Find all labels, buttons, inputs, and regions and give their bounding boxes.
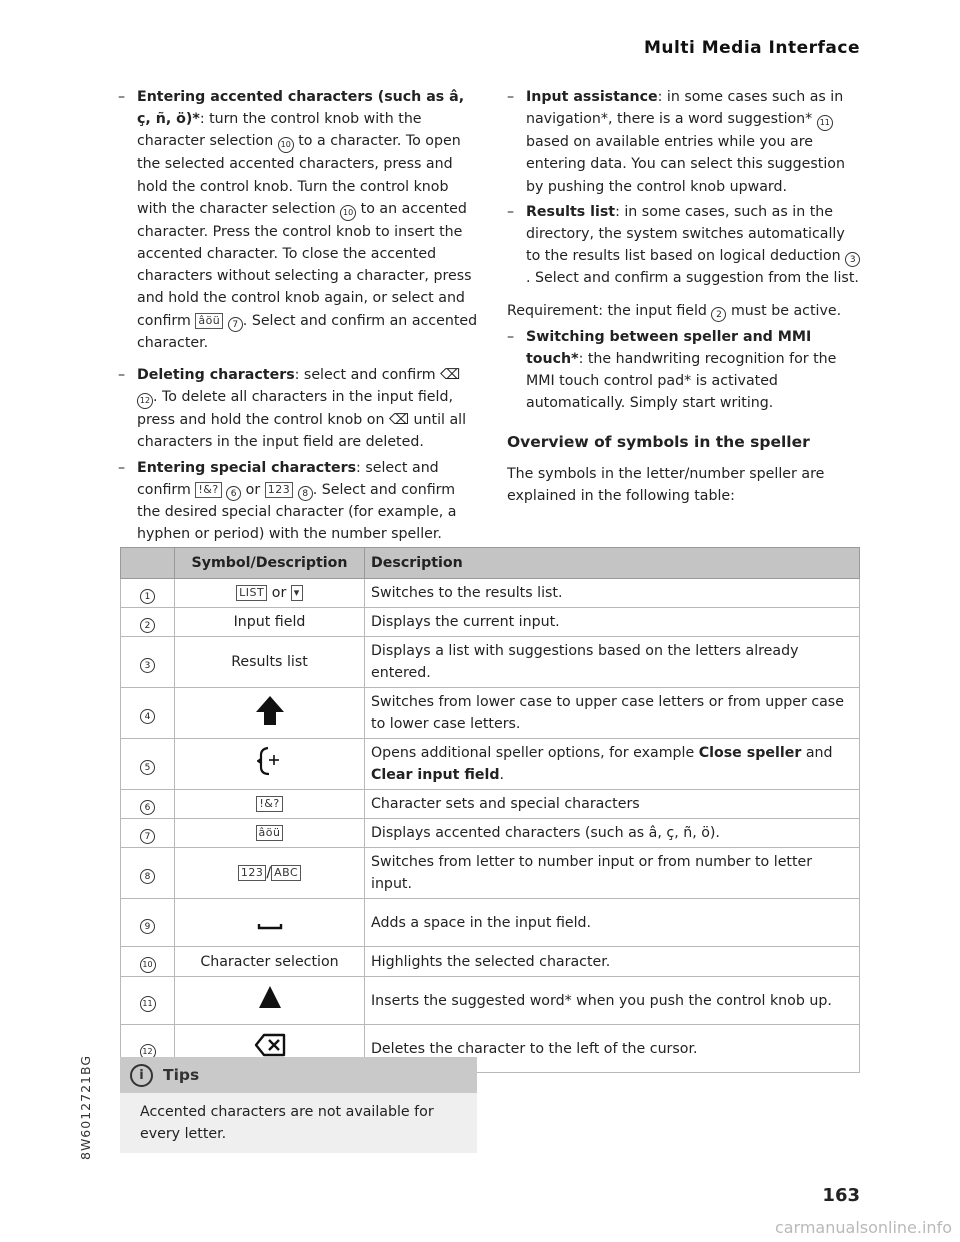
- list-item: – Entering accented characters (such as â, ç, ñ, ö)*: turn the control knob with the character selection 10 to a character. To open the selected accented characters, press and hold the control knob. Turn the control knob with the character selection 10 to an accented character. Press the control knob to insert the accented character. To close the accented characters without selecting a character, press and hold the control knob again, or select and confirm âöü 7 . Select and confirm an accented character.: [118, 89, 478, 351]
- accent-key: âöü: [195, 313, 223, 329]
- table-row: [121, 739, 860, 790]
- callout-7: 7: [140, 829, 155, 844]
- letter-key: ABC: [271, 865, 301, 881]
- chevron-down-icon: ▾: [291, 585, 303, 601]
- callout-12: 12: [140, 1044, 156, 1060]
- list-item: – Results list: in some cases, such as in the directory, the system switches automatically to the results list based on logical deduction 3. Select and confirm a suggestion from the list.: [507, 203, 859, 287]
- callout-8: 8: [298, 486, 313, 501]
- symbol-cell: [175, 819, 365, 848]
- table-row: [121, 977, 860, 1025]
- desc-cell: Inserts the suggested word* when you push the control knob up.: [365, 977, 860, 1025]
- number-key: 123: [265, 482, 294, 498]
- symbols-table: [120, 547, 860, 1073]
- symbol-cell: [175, 739, 365, 790]
- desc-cell: Switches from lower case to upper case letters or from upper case to lower case letters.: [365, 688, 860, 739]
- symbol-cell: [175, 688, 365, 739]
- callout-12: 12: [137, 393, 153, 409]
- shift-arrow-icon: [255, 694, 285, 726]
- backspace-icon: [254, 1032, 286, 1058]
- callout-3: 3: [845, 252, 860, 267]
- list-key: LIST: [236, 585, 267, 601]
- left-column: [118, 86, 480, 548]
- page-number: 163: [822, 1185, 860, 1206]
- table-row: [121, 608, 860, 637]
- desc-cell: Adds a space in the input field.: [365, 899, 860, 947]
- list-item: – Deleting characters: select and confirm ⌫ 12 . To delete all characters in the input field, press and hold the control knob on ⌫ until all characters in the input field are deleted.: [118, 367, 467, 451]
- desc-cell: Highlights the selected character.: [365, 947, 860, 977]
- desc-cell: Character sets and special characters: [365, 790, 860, 819]
- callout-2: 2: [711, 307, 726, 322]
- callout-7: 7: [228, 317, 243, 332]
- symbol-cell: LIST or ▾: [175, 579, 365, 608]
- desc-cell: Switches to the results list.: [365, 579, 860, 608]
- table-header-cell: Symbol/Description: [175, 548, 365, 579]
- desc-cell: Opens additional speller options, for example Close speller and Clear input field.: [365, 739, 860, 790]
- callout-3: 3: [140, 658, 155, 673]
- callout-5: 5: [140, 760, 155, 775]
- running-header: Multi Media Interface: [644, 38, 860, 58]
- desc-cell: Deletes the character to the left of the cursor.: [365, 1025, 860, 1073]
- desc-cell: Displays the current input.: [365, 608, 860, 637]
- table-row: [121, 637, 860, 688]
- special-key: !&?: [195, 482, 221, 498]
- table-header-cell: [121, 548, 175, 579]
- tips-body: Accented characters are not available for every letter.: [140, 1104, 434, 1142]
- symbol-cell: [175, 977, 365, 1025]
- callout-1: 1: [140, 589, 155, 604]
- space-icon: [257, 904, 283, 934]
- callout-4: 4: [140, 709, 155, 724]
- triangle-up-icon: [257, 984, 283, 1010]
- callout-11: 11: [817, 115, 833, 131]
- accent-key: âöü: [256, 825, 284, 841]
- callout-8: 8: [140, 869, 155, 884]
- backspace-icon: ⌫: [388, 412, 410, 429]
- table-header-cell: Description: [365, 548, 860, 579]
- info-icon: i: [130, 1064, 153, 1087]
- tips-title: Tips: [163, 1066, 200, 1084]
- section-heading: Overview of symbols in the speller: [507, 432, 810, 451]
- backspace-icon: ⌫: [440, 367, 461, 384]
- desc-cell: Switches from letter to number input or from number to letter input.: [365, 848, 860, 899]
- requirement-text: Requirement: the input field 2 must be active.: [507, 302, 842, 320]
- callout-6: 6: [226, 486, 241, 501]
- overview-text: The symbols in the letter/number speller are explained in the following table:: [507, 465, 825, 505]
- table-row: [121, 899, 860, 947]
- table-row: [121, 579, 860, 608]
- symbol-cell: Results list: [175, 637, 365, 688]
- list-item: – Entering special characters: select and confirm !&? 6 or 123 8 . Select and confirm the desired special character (for example, a hyphen or period) with the number speller.: [118, 459, 457, 543]
- callout-10: 10: [340, 205, 356, 221]
- right-column: [507, 86, 861, 507]
- callout-10: 10: [278, 137, 294, 153]
- symbol-cell: 123 / ABC: [175, 848, 365, 899]
- desc-cell: Displays a list with suggestions based on the letters already entered.: [365, 637, 860, 688]
- document-code: 8W6012721BG: [78, 1054, 93, 1160]
- callout-9: 9: [140, 919, 155, 934]
- tips-box: [120, 1057, 477, 1153]
- symbol-cell: Character selection: [175, 947, 365, 977]
- symbol-cell: [175, 899, 365, 947]
- symbol-cell: [175, 790, 365, 819]
- speller-options-icon: [257, 745, 283, 777]
- watermark: carmanualsonline.info: [774, 1218, 952, 1237]
- table-header-row: [121, 548, 860, 579]
- symbol-cell: Input field: [175, 608, 365, 637]
- table-row: [121, 688, 860, 739]
- table-row: [121, 790, 860, 819]
- number-key: 123: [238, 865, 267, 881]
- table-row: [121, 848, 860, 899]
- list-item: – Input assistance: in some cases such as in navigation*, there is a word suggestion* 11 based on available entries while you are entering data. You can select this suggestion by pushing the control knob upward.: [507, 89, 845, 195]
- table-row: [121, 819, 860, 848]
- callout-10: 10: [140, 957, 156, 973]
- callout-2: 2: [140, 618, 155, 633]
- desc-cell: Displays accented characters (such as â, ç, ñ, ö).: [365, 819, 860, 848]
- callout-11: 11: [140, 996, 156, 1012]
- callout-6: 6: [140, 800, 155, 815]
- list-item: – Switching between speller and MMI touch*: the handwriting recognition for the MMI touch control pad* is activated automatically. Simply start writing.: [507, 328, 837, 412]
- special-key: !&?: [256, 796, 282, 812]
- table-row: [121, 947, 860, 977]
- tips-header: [120, 1057, 477, 1093]
